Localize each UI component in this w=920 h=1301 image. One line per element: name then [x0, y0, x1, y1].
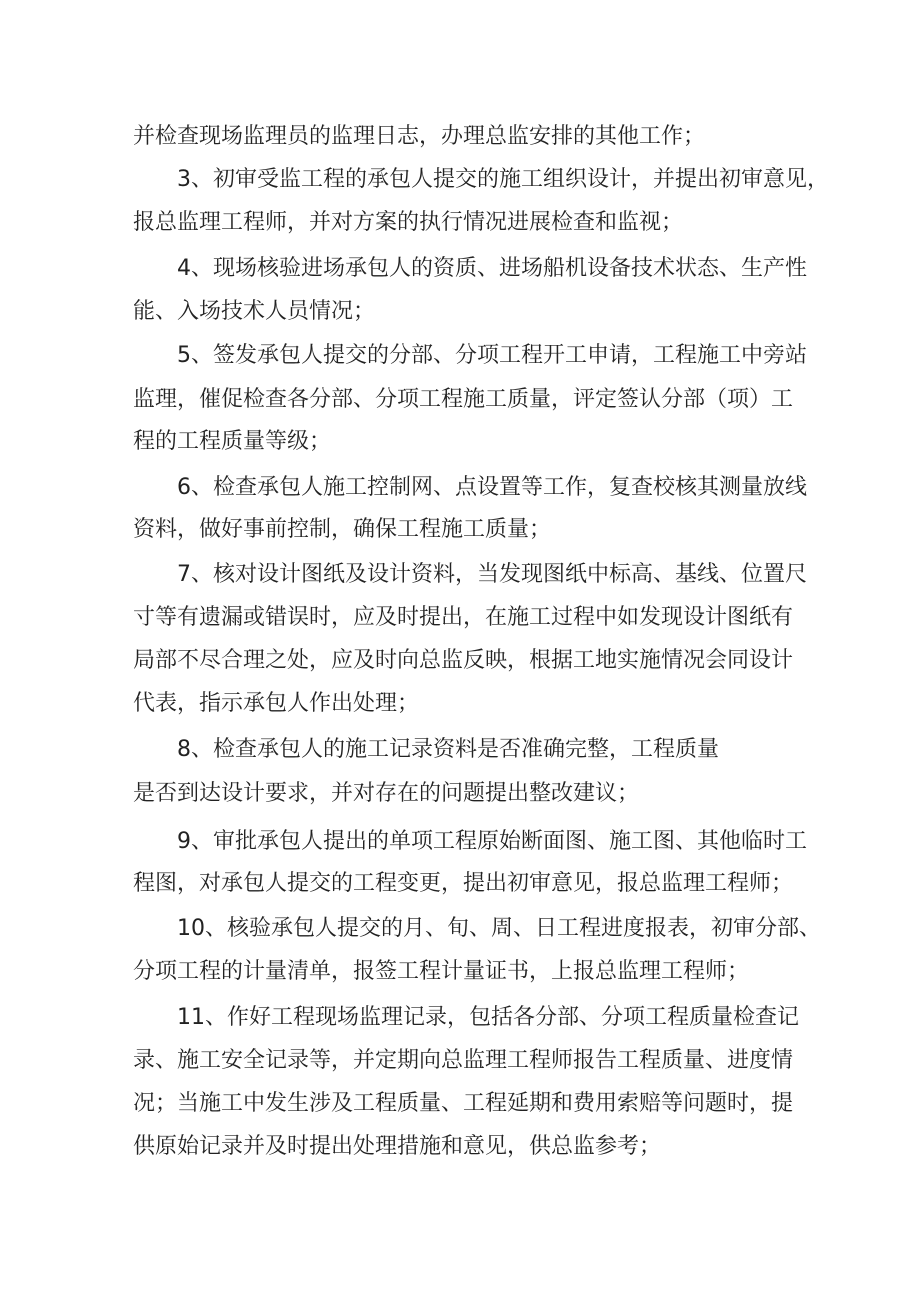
text-line: 5、签发承包人提交的分部、分项工程开工申请，工程施工中旁站 [177, 343, 807, 368]
text-line: 4、现场核验进场承包人的资质、进场船机设备技术状态、生产性 [177, 256, 807, 281]
text-line: 7、核对设计图纸及设计资料，当发现图纸中标高、基线、位置尺 [177, 562, 807, 587]
text-line: 并检查现场监理员的监理日志，办理总监安排的其他工作； [133, 124, 706, 149]
text-line: 3、初审受监工程的承包人提交的施工组织设计，并提出初审意见， [177, 167, 829, 192]
text-line: 程图，对承包人提交的工程变更，提出初审意见，报总监理工程师； [133, 871, 794, 896]
text-line: 能、入场技术人员情况； [133, 299, 376, 324]
text-line: 供原始记录并及时提出处理措施和意见，供总监参考； [133, 1134, 662, 1159]
text-line: 8、检查承包人的施工记录资料是否准确完整，工程质量 [177, 737, 719, 762]
text-line: 10、核验承包人提交的月、旬、周、日工程进度报表，初审分部、 [177, 916, 821, 941]
text-line: 录、施工安全记录等，并定期向总监理工程师报告工程质量、进度情 [133, 1048, 794, 1073]
text-line: 寸等有遗漏或错误时，应及时提出，在施工过程中如发现设计图纸有 [133, 605, 794, 630]
text-line: 资料，做好事前控制，确保工程施工质量； [133, 517, 552, 542]
text-line: 程的工程质量等级； [133, 429, 332, 454]
text-line: 代表，指示承包人作出处理； [133, 691, 420, 716]
text-line: 9、审批承包人提出的单项工程原始断面图、施工图、其他临时工 [177, 829, 807, 854]
text-line: 况；当施工中发生涉及工程质量、工程延期和费用索赔等问题时，提 [133, 1091, 794, 1116]
text-line: 监理，催促检查各分部、分项工程施工质量，评定签认分部（项）工 [133, 387, 794, 412]
text-line: 是否到达设计要求，并对存在的问题提出整改建议； [133, 781, 640, 806]
text-line: 分项工程的计量清单，报签工程计量证书，上报总监理工程师； [133, 959, 750, 984]
text-line: 11、作好工程现场监理记录，包括各分部、分项工程质量检查记 [177, 1005, 799, 1030]
text-line: 报总监理工程师，并对方案的执行情况进展检查和监视； [133, 210, 684, 235]
text-line: 局部不尽合理之处，应及时向总监反映，根据工地实施情况会同设计 [133, 648, 794, 673]
text-line: 6、检查承包人施工控制网、点设置等工作，复查校核其测量放线 [177, 475, 807, 500]
